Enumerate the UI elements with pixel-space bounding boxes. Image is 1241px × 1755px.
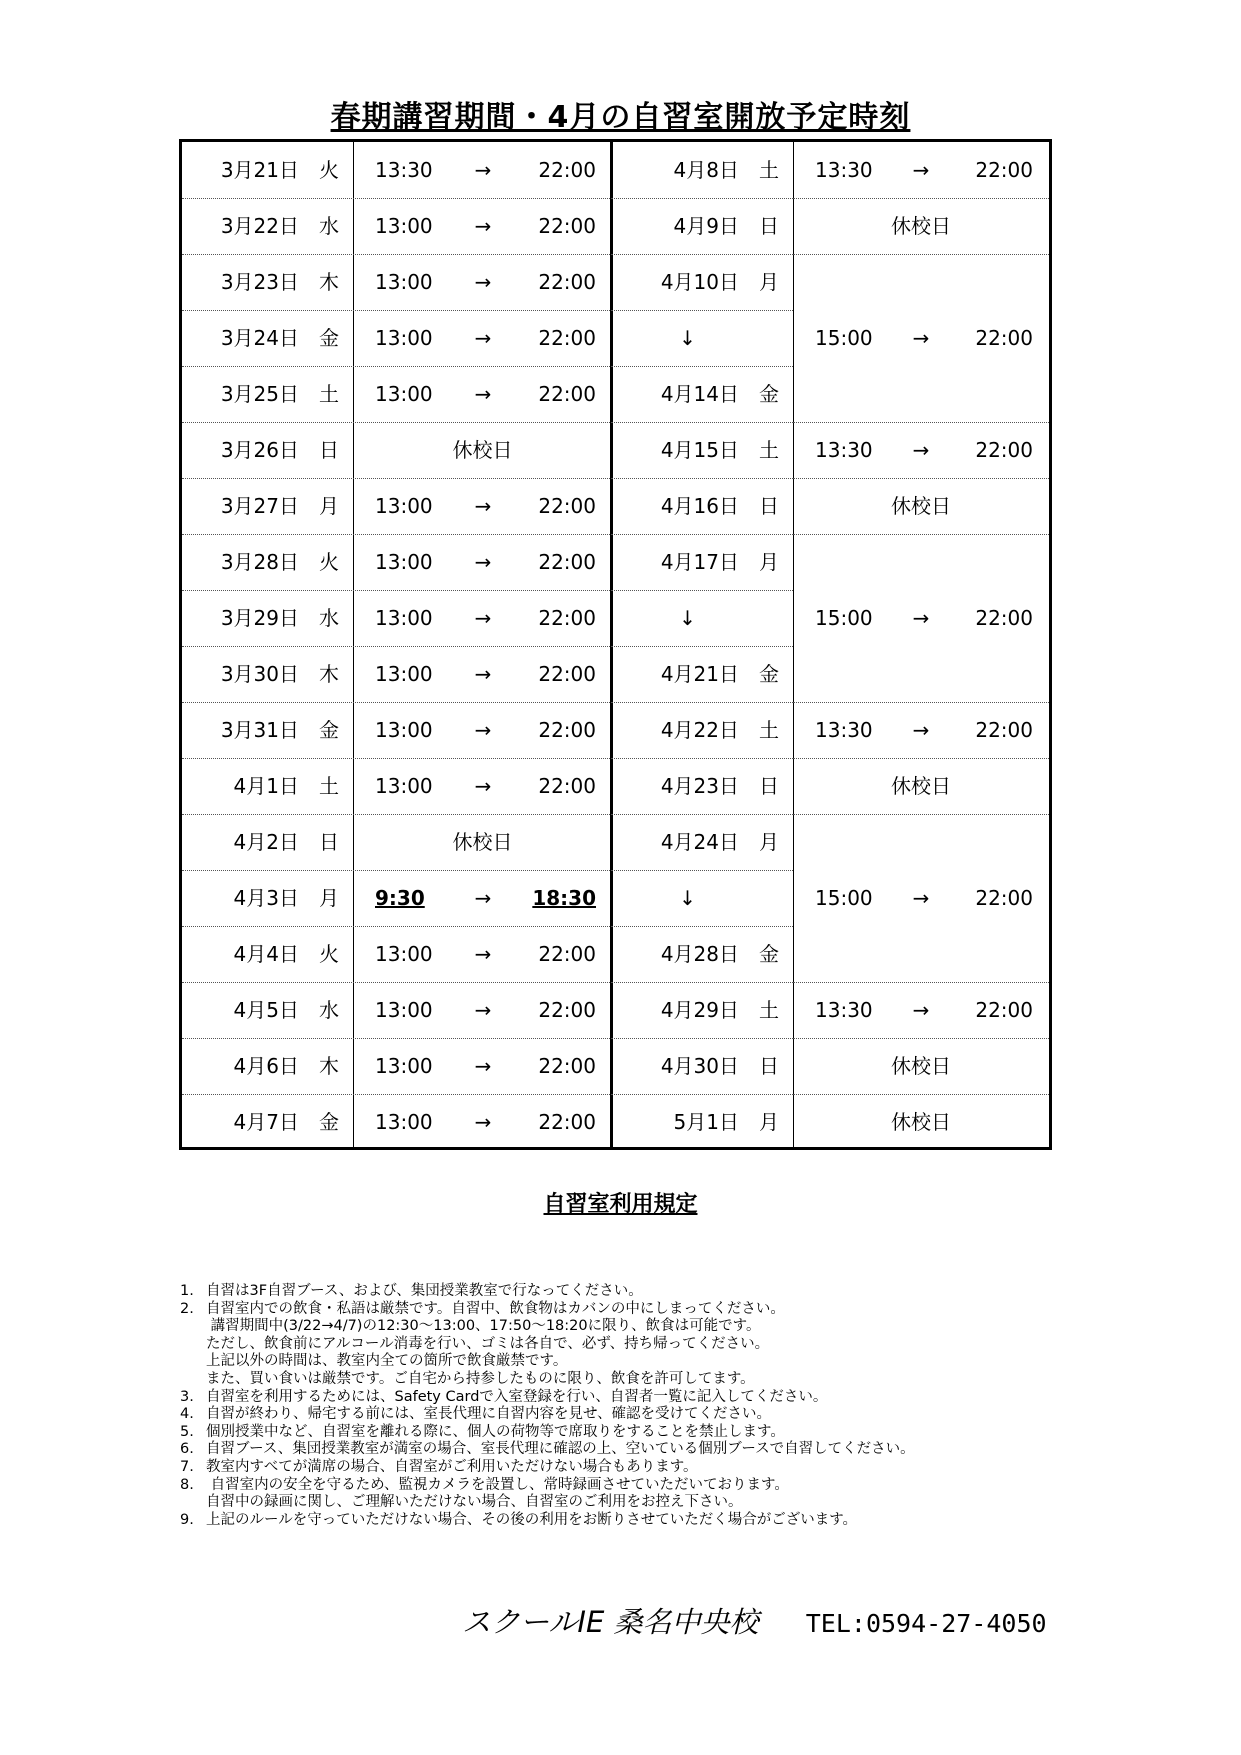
weekday-cell: 土 [759,998,779,1022]
end-time: 22:00 [975,326,1033,350]
rule-number: 3. [180,1388,194,1405]
end-time: 22:00 [538,214,596,238]
start-time: 9:30 [375,886,425,910]
date-cell: 4月14日 [660,382,739,406]
rule-text: 自習室内の安全を守るため、監視カメラを設置し、常時録画させていただいております。 [206,1476,789,1493]
end-time: 22:00 [538,718,596,742]
weekday-cell: 火 [319,550,339,574]
date-cell: 4月8日 [673,158,739,182]
closed-label: 休校日 [891,494,951,518]
start-time: 13:00 [375,1054,433,1078]
end-time: 22:00 [538,326,596,350]
schedule-table [179,139,1052,1150]
rule-text: 教室内すべてが満席の場合、自習室がご利用いただけない場合もあります。 [206,1458,698,1475]
closed-label: 休校日 [891,214,951,238]
date-cell: 3月25日 [220,382,299,406]
arrow-icon: → [474,158,492,182]
closed-label: 休校日 [452,438,513,462]
date-cell: 4月24日 [660,830,739,854]
weekday-cell: 日 [319,830,339,854]
arrow-icon: → [912,606,930,630]
date-cell: 3月28日 [220,550,299,574]
arrow-icon: → [474,1110,492,1134]
start-time: 13:00 [375,662,433,686]
end-time: 22:00 [538,942,596,966]
start-time: 13:00 [375,718,433,742]
weekday-cell: 金 [319,326,339,350]
closed-label: 休校日 [452,830,513,854]
arrow-icon: → [474,886,492,910]
weekday-cell: 土 [319,774,339,798]
weekday-cell: 日 [759,774,779,798]
date-cell: 4月21日 [660,662,739,686]
date-cell: 4月3日 [233,886,299,910]
arrow-icon: → [474,662,492,686]
start-time: 13:00 [375,270,433,294]
start-time: 15:00 [815,886,873,910]
weekday-cell: 金 [759,942,779,966]
start-time: 13:00 [375,606,433,630]
start-time: 13:30 [375,158,433,182]
date-cell: 4月15日 [660,438,739,462]
rule-number: 5. [180,1423,194,1440]
weekday-cell: 金 [759,382,779,406]
rule-text: 講習期間中(3/22→4/7)の12:30～13:00、17:50～18:20に限り、飲食は可能です。 [206,1318,761,1335]
rule-text: 自習室を利用するためには、Safety Cardで入室登録を行い、自習者一覧に記入してください。 [206,1388,828,1405]
rule-item [180,1424,1080,1442]
weekday-cell: 金 [319,718,339,742]
rule-text: また、買い食いは厳禁です。ご自宅から持参したものに限り、飲食を許可してます。 [206,1370,755,1387]
end-time: 22:00 [975,606,1033,630]
rule-text: 自習ブース、集団授業教室が満室の場合、室長代理に確認の上、空いている個別ブースで自習してください。 [206,1441,915,1458]
date-cell: 3月31日 [220,718,299,742]
end-time: 22:00 [538,774,596,798]
arrow-icon: → [474,606,492,630]
rule-item [180,1371,1080,1389]
page-title: 春期講習期間・4月の自習室開放予定時刻 [330,100,911,135]
arrow-icon: → [912,438,930,462]
column-divider [793,142,794,1147]
start-time: 13:30 [815,158,873,182]
rule-item [180,1441,1080,1459]
rule-item [180,1318,1080,1336]
weekday-cell: 土 [319,382,339,406]
weekday-cell: 月 [319,886,339,910]
start-time: 13:00 [375,998,433,1022]
date-cell: 4月28日 [660,942,739,966]
arrow-icon: → [474,1054,492,1078]
weekday-cell: 日 [759,494,779,518]
weekday-cell: 火 [319,942,339,966]
weekday-cell: 金 [319,1110,339,1134]
arrow-icon: → [912,998,930,1022]
weekday-cell: 月 [759,830,779,854]
weekday-cell: 月 [759,270,779,294]
rule-text: 自習中の録画に関し、ご理解いただけない場合、自習室のご利用をお控え下さい。 [206,1494,743,1511]
rule-text: 上記以外の時間は、教室内全ての箇所で飲食厳禁です。 [206,1353,568,1370]
end-time: 22:00 [538,998,596,1022]
start-time: 13:00 [375,494,433,518]
closed-label: 休校日 [891,774,951,798]
start-time: 13:00 [375,942,433,966]
weekday-cell: 土 [759,718,779,742]
end-time: 22:00 [975,158,1033,182]
start-time: 13:00 [375,550,433,574]
end-time: 22:00 [975,718,1033,742]
arrow-icon: → [474,550,492,574]
date-cell: 3月29日 [220,606,299,630]
start-time: 15:00 [815,606,873,630]
rule-number: 2. [180,1300,194,1317]
arrow-icon: → [912,886,930,910]
arrow-icon: → [912,718,930,742]
rule-item [180,1353,1080,1371]
start-time: 13:30 [815,438,873,462]
column-divider [353,142,354,1147]
weekday-cell: 土 [759,438,779,462]
rule-text: 自習は3F自習ブース、および、集団授業教室で行なってください。 [206,1283,643,1299]
date-cell: 4月23日 [660,774,739,798]
weekday-cell: 水 [319,606,339,630]
end-time: 22:00 [975,998,1033,1022]
end-time: 22:00 [538,1054,596,1078]
start-time: 13:00 [375,774,433,798]
start-time: 13:00 [375,326,433,350]
date-cell: 3月21日 [220,158,299,182]
weekday-cell: 金 [759,662,779,686]
date-cell: 4月17日 [660,550,739,574]
date-cell: 4月4日 [233,942,299,966]
end-time: 22:00 [538,158,596,182]
date-cell: 4月7日 [233,1110,299,1134]
date-cell: 4月16日 [660,494,739,518]
rule-item [180,1283,1080,1301]
rule-number: 8. [180,1476,194,1493]
date-cell: 4月2日 [233,830,299,854]
end-time: 22:00 [538,550,596,574]
rule-number: 6. [180,1441,194,1458]
end-time: 22:00 [538,1110,596,1134]
rule-item [180,1336,1080,1354]
arrow-icon: → [474,998,492,1022]
start-time: 13:00 [375,382,433,406]
arrow-icon: → [474,942,492,966]
date-cell: 3月30日 [220,662,299,686]
rule-item [180,1512,1080,1530]
date-cell: 3月24日 [220,326,299,350]
date-cell: 3月27日 [220,494,299,518]
date-cell: 4月9日 [673,214,739,238]
arrow-icon: → [912,326,930,350]
date-cell: 4月5日 [233,998,299,1022]
rule-number: 4. [180,1406,194,1423]
start-time: 13:00 [375,1110,433,1134]
end-time: 22:00 [538,382,596,406]
date-cell: 4月22日 [660,718,739,742]
arrow-icon: → [474,382,492,406]
weekday-cell: 月 [319,494,339,518]
weekday-cell: 月 [759,1110,779,1134]
weekday-cell: 日 [759,1054,779,1078]
rule-text: 個別授業中など、自習室を離れる際に、個人の荷物等で席取りをすることを禁止します。 [206,1423,785,1440]
weekday-cell: 月 [759,550,779,574]
start-time: 13:30 [815,718,873,742]
rule-text: 自習が終わり、帰宅する前には、室長代理に自習内容を見せ、確認を受けてください。 [206,1406,772,1423]
weekday-cell: 日 [759,214,779,238]
rule-text: ただし、飲食前にアルコール消毒を行い、ゴミは各自で、必ず、持ち帰ってください。 [206,1335,770,1352]
weekday-cell: 土 [759,158,779,182]
weekday-cell: 日 [319,438,339,462]
end-time: 22:00 [538,494,596,518]
weekday-cell: 水 [319,998,339,1022]
arrow-icon: → [474,494,492,518]
down-arrow-icon: ↓ [679,886,696,910]
date-cell: 4月29日 [660,998,739,1022]
end-time: 22:00 [538,662,596,686]
end-time: 22:00 [975,886,1033,910]
telephone: TEL:0594-27-4050 [805,1609,1047,1638]
date-cell: 4月1日 [233,774,299,798]
rule-item [180,1477,1080,1495]
date-cell: 4月10日 [660,270,739,294]
closed-label: 休校日 [891,1054,951,1078]
arrow-icon: → [474,270,492,294]
date-cell: 3月26日 [220,438,299,462]
weekday-cell: 木 [319,270,339,294]
school-name: スクールIE 桑名中央校 [462,1605,759,1639]
arrow-icon: → [474,718,492,742]
date-cell: 4月6日 [233,1054,299,1078]
end-time: 22:00 [538,606,596,630]
footer [462,1600,1047,1641]
rule-number: 7. [180,1458,194,1475]
arrow-icon: → [474,326,492,350]
start-time: 15:00 [815,326,873,350]
start-time: 13:30 [815,998,873,1022]
date-cell: 3月23日 [220,270,299,294]
rule-number: 1. [180,1283,194,1299]
weekday-cell: 水 [319,214,339,238]
rule-item [180,1301,1080,1319]
arrow-icon: → [474,214,492,238]
date-cell: 3月22日 [220,214,299,238]
arrow-icon: → [912,158,930,182]
arrow-icon: → [474,774,492,798]
start-time: 13:00 [375,214,433,238]
end-time: 22:00 [538,270,596,294]
rule-item [180,1494,1080,1512]
closed-label: 休校日 [891,1110,951,1134]
rules-title: 自習室利用規定 [543,1192,698,1217]
date-cell: 4月30日 [660,1054,739,1078]
down-arrow-icon: ↓ [679,326,696,350]
rule-item [180,1389,1080,1407]
rule-item [180,1459,1080,1477]
end-time: 22:00 [975,438,1033,462]
rule-item [180,1406,1080,1424]
date-cell: 5月1日 [673,1110,739,1134]
down-arrow-icon: ↓ [679,606,696,630]
weekday-cell: 木 [319,662,339,686]
end-time: 18:30 [532,886,596,910]
rule-text: 上記のルールを守っていただけない場合、その後の利用をお断りさせていただく場合がございます。 [206,1511,858,1528]
rule-number: 9. [180,1511,194,1528]
weekday-cell: 火 [319,158,339,182]
rule-text: 自習室内での飲食・私語は厳禁です。自習中、飲食物はカバンの中にしまってください。 [206,1300,785,1317]
rules-list [180,1283,1080,1529]
weekday-cell: 木 [319,1054,339,1078]
